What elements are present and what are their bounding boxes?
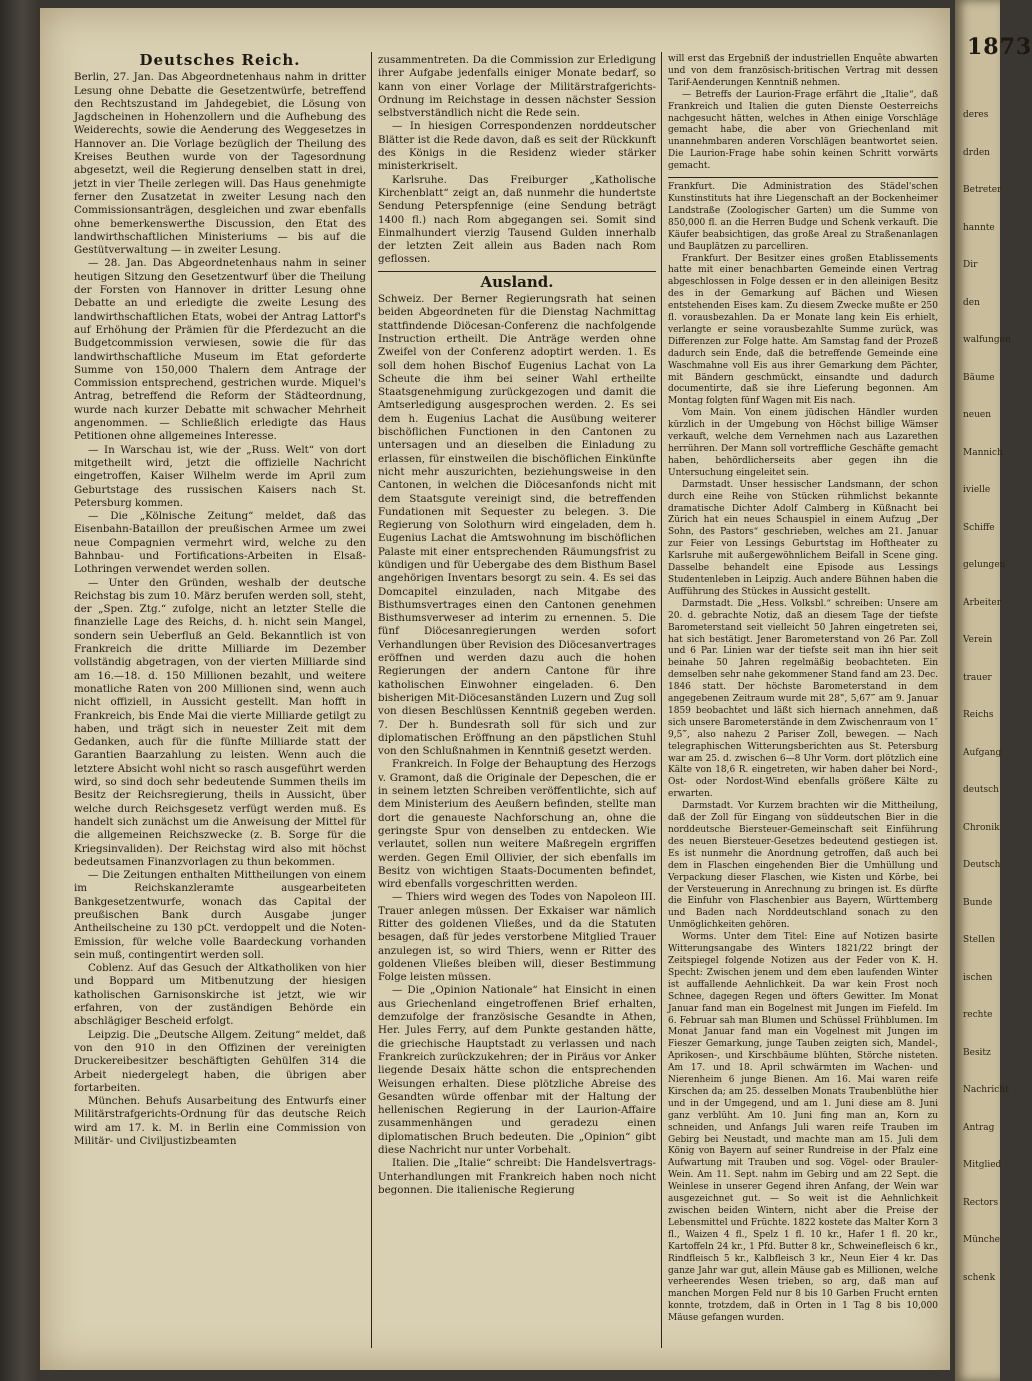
adjacent-page-fragment: Besitz <box>963 1047 991 1058</box>
article-italien: Italien. Die „Italie“ schreibt: Die Handelsvertrags-Unterhandlungen mit Frankreich haben noch nicht begonnen. Die italienische Regierung <box>378 1157 656 1196</box>
section-divider <box>668 177 938 178</box>
adjacent-page-fragment: Schiffe <box>963 522 995 533</box>
article-ministerkrise: — In hiesigen Correspondenzen norddeutscher Blätter ist die Rede davon, daß es seit der Rückkunft des Königs in die Residenz wieder stärker ministerkriselt. <box>378 120 656 173</box>
adjacent-page-fragment: Rectors <box>963 1197 999 1208</box>
adjacent-page-strip <box>955 0 1032 1381</box>
article-vom-main: Vom Main. Von einem jüdischen Händler wurden kürzlich in der Umgebung von Höchst billige Wämser verkauft, welche dem Vernehmen nach aus Lazarethen herrühren. Der Mann soll vortreffliche Geschäfte gemacht haben, behördlicherseits aber gegen ihn die Untersuchung eingeleitet sein. <box>668 408 938 478</box>
column-rule <box>661 52 662 1348</box>
adjacent-page-fragment: gelungen <box>963 560 1006 570</box>
article-eisenbahn-bataillon: — Die „Kölnische Zeitung“ meldet, daß das Eisenbahn-Bataillon der preußischen Armee um zwei neue Compagnien vermehrt wird, welche zu den Bahnbau- und Fortifications-Arbeiten in Elsaß-Lothringen verwendet werden sollen. <box>74 510 366 576</box>
adjacent-page-fragment: Deutsch <box>963 860 1001 870</box>
article-darmstadt-calmberg: Darmstadt. Unser hessischer Landsmann, der schon durch eine Reihe von Stücken rühmlichst bekannte dramatische Dichter Adolf Calmberg in Küßnacht bei Zürich hat ein neues Schauspiel in einem Aufzug „Der Sohn, des Pastors“ geschrieben, welches am 21. Januar zur Feier von Lessings Geburtstag im Hoftheater zu Karlsruhe mit außergewöhnlichem Beifall in Scene ging. Dasselbe behandelt eine Episode aus Lessings Studentenleben in Leipzig. Auch andere Bühnen haben die Aufführung des Stückes in Aussicht gestellt. <box>668 479 938 597</box>
section-divider <box>378 271 656 272</box>
article-muenchen-cont: zusammentreten. Da die Commission zur Erledigung ihrer Aufgabe jedenfalls einiger Monate bedarf, so kann von einer Vorlage der Militärstrafgerichts-Ordnung im Reichstage in dessen nächster Session selbstverständlich nicht die Rede sein. <box>378 54 656 120</box>
adjacent-page-fragment: ischen <box>963 972 993 983</box>
adjacent-page-fragment: Münche <box>963 1235 1000 1245</box>
section-title-deutsches-reich: Deutsches Reich. <box>139 51 301 69</box>
article-coblenz: Coblenz. Auf das Gesuch der Altkatholiken von hier und Boppard um Mitbenutzung der hiesigen katholischen Garnisonskirche ist jetzt, wie wir erfahren, von der zuständigen Behörde ein abschlägiger Bescheid erfolgt. <box>74 962 366 1028</box>
adjacent-page-fragment: Dir <box>963 260 978 270</box>
column-1 <box>74 51 366 1354</box>
article-bankgesetz: — Die Zeitungen enthalten Mittheilungen von einem im Reichskanzleramte ausgearbeiteten Bankgesetzentwurfe, wonach das Capital der preußischen Bank durch Ausgabe junger Antheilscheine zu 130 pCt. verdoppelt und die Noten-Emission, für welche volle Baardeckung vorhanden sein muß, contingentirt werden soll. <box>74 869 366 961</box>
article-karlsruhe: Karlsruhe. Das Freiburger „Katholische Kirchenblatt“ zeigt an, daß nunmehr die hundertste Sendung Peterspfennige (eine Sendung beträgt 1400 fl.) nach Rom abgegangen sei. Somit sind Einmalhundert vierzig Tausend Gulden innerhalb der letzten Zeit allein aus Baden nach Rom geflossen. <box>378 173 656 266</box>
book-spine <box>0 0 40 1381</box>
article-opinion-nationale: — Die „Opinion Nationale“ hat Einsicht in einen aus Griechenland eingetroffenen Brief erhalten, demzufolge der französische Gesandte in Athen, Her. Jules Ferry, auf dem Punkte gestanden hätte, die griechische Hauptstadt zu verlassen und nach Frankreich zurückzukehren; der in Piräus vor Anker liegende Desaix hätte schon die entsprechenden Weisungen erhalten. Diese plötzliche Abreise des Gesandten würde offenbar mit der Haltung der hellenischen Regierung in der Laurion-Affaire zusammenhängen und geradezu einen diplomatischen Bruch bedeuten. Die „Opinion“ gibt diese Nachricht nur unter Vorbehalt. <box>378 984 656 1157</box>
column-rule <box>371 52 372 1348</box>
adjacent-page-fragment: schenk <box>963 1272 996 1283</box>
adjacent-page-fragment: Antrag <box>963 1122 995 1133</box>
article-laurion: — Betreffs der Laurion-Frage erfährt die „Italie“, daß Frankreich und Italien die guten Dienste Oesterreichs nachgesucht hätten, welches in Athen einige Vorschläge gemacht habe, die aber von Griechenland mit unannehmbaren anderen Vorschlägen beantwortet seien. Die Laurion-Frage habe sohin keinen Schritt vorwärts gemacht. <box>668 89 938 172</box>
article-frankreich: Frankreich. In Folge der Behauptung des Herzogs v. Gramont, daß die Originale der Depeschen, die er in seinem letzten Schreiben veröffentlichte, sich auf dem Ministerium des Aeußern befinden, stellte man dort die genaueste Nachforschung an, ohne die geringste Spur von denselben zu entdecken. Wie verlautet, sollen nun weitere Maßregeln ergriffen werden. Gegen Emil Ollivier, der sich ebenfalls im Besitz von wichtigen Staats-Documenten befindet, wird ebenfalls vorgeschritten werden. <box>378 758 656 891</box>
adjacent-page-fragment: Bäume <box>963 372 995 383</box>
article-frankfurt-staedel: Frankfurt. Die Administration des Städel'schen Kunstinstituts hat ihre Liegenschaft an der Bockenheimer Landstraße (Zoologischer Garten) um die Summe von 850,000 fl. an die Herren Budge und Schenk verkauft. Die Käufer beabsichtigen, das große Areal zu Straßenanlagen und Bauplätzen zu parcelliren. <box>668 182 938 252</box>
adjacent-page-fragment: den <box>963 297 980 308</box>
adjacent-page-fragment: deutsch <box>963 785 999 795</box>
adjacent-page-year: 1873 <box>967 34 1032 60</box>
adjacent-page-fragment: Betreter <box>963 185 1002 195</box>
adjacent-page-fragment: Mitglied <box>963 1160 1002 1170</box>
adjacent-page-fragment: Nachricht <box>963 1085 1009 1095</box>
article-darmstadt-bier: Darmstadt. Vor Kurzem brachten wir die Mittheilung, daß der Zoll für Eingang von süddeutschen Bier in die norddeutsche Biersteuer-Gemeinschaft seit Einführung des neuen Biersteuer-Gesetzes bedeutend gestiegen ist. Es ist nunmehr die Anordnung getroffen, daß auch bei dem in Flaschen eingehenden Bier die Umhüllung und Verpackung dieser Flaschen, wie Kisten und Körbe, bei der Versteuerung in Anrechnung zu bringen ist. Es dürfte die Einfuhr von Flaschenbier aus Bayern, Württemberg und Baden nach Norddeutschland sonach zu den Unmöglichkeiten gehören. <box>668 801 938 931</box>
article-worms: Worms. Unter dem Titel: Eine auf Notizen basirte Witterungsangabe des Winters 1821/22 bringt der Zeitspiegel folgende Notizen aus der Feder von K. H. Specht: Zwischen jenem und dem eben laufenden Winter ist auffallende Aehnlichkeit. Da war kein Frost noch Schnee, dagegen Regen und öfters Gewitter. Im Monat Januar fand man ein Bogelnest mit Jungen im Fiefeld. Im 6. Februar sah man Blumen und Schüssel Frühblumen. Im Monat Januar fand man ein Vogelnest mit Jungen im Fieszer Gemarkung, junge Tauben zeigten sich, Mandel-, Aprikosen-, und Kirschbäume blühten, Störche nisteten. Am 17. und 18. April schwärmten im Wachen- und Nierenheim 6 junge Bienen. Am 16. Mai waren reife Kirschen da; am 25. desselben Monats Traubenblüthe hier und in der Umgegend, und am 1. Juni diese am 8. Juni ganz verblüht. Am 10. Juni fing man an, Korn zu schneiden, und Anfangs Juli waren reife Trauben im Gebirg bei Neustadt, und machte man am 15. Juli dem König von Bayern auf seiner Rundreise in der Pfalz eine Aufwartung mit Trauben und sog. Vögel- oder Brauler-Wein. Am 11. Sept. nahm im Gebirg und am 22 Sept. die Weinlese in unserer Gegend ihren Anfang, der Wein war ausgezeichnet gut. — So weit ist die Aehnlichkeit zwischen beiden Wintern, nicht aber die Preise der Lebensmittel und Früchte. 1822 kostete das Malter Korn 3 fl., Waizen 4 fl., Spelz 1 fl. 10 kr., Hafer 1 fl. 20 kr., Kartoffeln 24 kr., 1 Pfd. Butter 8 kr., Schweinefleisch 6 kr., Rindfleisch 5 kr., Kalbfleisch 3 kr., Neun Eier 4 kr. Das ganze Jahr war gut, allein Mäuse gab es Millionen, welche verheerendes Wesen trieben, so arg, daß man auf manchen Morgen Feld nur 8 bis 10 Garben Frucht ernten konnte, trotzdem, daß in Orten in 1 Tag 8 bis 10,000 Mäuse gefangen wurden. <box>668 932 938 1324</box>
adjacent-page-fragment: hannte <box>963 222 995 233</box>
adjacent-page-fragment: ivielle <box>963 485 991 495</box>
adjacent-page-fragment: Stellen <box>963 935 995 945</box>
adjacent-page-fragment: Aufgang <box>963 747 1002 758</box>
section-title-ausland: Ausland. <box>480 272 554 291</box>
adjacent-page-fragment: deres <box>963 110 989 120</box>
article-reichstag-finanzen: — Unter den Gründen, weshalb der deutsche Reichstag bis zum 10. März berufen werden soll, steht, der „Spen. Ztg.“ zufolge, nicht an letzter Stelle die finanzielle Lage des Reichs, d. h. nicht sein Mangel, sondern sein Ueberfluß an Geld. Bekanntlich ist von Frankreich die dritte Milliarde im Dezember vollständig abgetragen, von der vierten Milliarde sind am 16.—18. d. 150 Millionen bezahlt, und weitere monatliche Raten von 200 Millionen sind, wenn auch nicht offiziell, in Aussicht gestellt. Man hofft in Frankreich, bis Ende Mai die vierte Milliarde getilgt zu haben, und trägt sich in neuester Zeit mit dem Gedanken, auch für die fünfte Milliarde statt der Garantien Baarzahlung zu leisten. Wenn auch die letztere Absicht wohl nicht so rasch ausgeführt werden wird, so sind doch sehr bedeutende Summen theils im Besitz der Reichsregierung, theils in Aussicht, über welche durch Reichsgesetz verfügt werden muß. Es handelt sich zunächst um die Anweisung der Mittel für die allgemeinen Reichszwecke (z. B. Sorge für die Kriegsinvaliden). Der Reichstag wird also mit höchst bedeutsamen Finanzvorlagen zu thun bekommen. <box>74 576 366 868</box>
adjacent-page-fragment: neuen <box>963 410 992 420</box>
article-schweiz: Schweiz. Der Berner Regierungsrath hat seinen beiden Abgeordneten für die Dienstag Nachmittag stattfindende Diöcesan-Conferenz die nachfolgende Instruction ertheilt. Die Anträge werden ohne Zweifel von der Conferenz adoptirt werden. 1. Es soll dem hohen Bischof Eugenius Lachat von La Scheute die ihm bei seiner Wahl ertheilte Staatsgenehmigung zurückgezogen und damit die Amtserledigung ausgesprochen werden. 2. Es sei dem h. Eugenius Lachat die Ausübung weiterer bischöflichen Functionen in den Cantonen zu untersagen und an dieselben die Einladung zu erlassen, für einstweilen die bischöflichen Einkünfte nicht mehr auszurichten, beziehungsweise in den Cantonen, in welchen die Diöcesanfonds nicht mit dem Staatsgute vereinigt sind, die betreffenden Fundationen mit Sequester zu belegen. 3. Die Regierung von Solothurn wird eingeladen, dem h. Eugenius Lachat die Amtswohnung im bischöflichen Palaste mit einer entsprechenden Räumungsfrist zu kündigen und für Uebergabe des dem Bisthum Basel angehörigen Inventars besorgt zu sein. 4. Es sei das Domcapitel einzuladen, nach Mitgabe des Bisthumsvertrages einen den Cantonen genehmen Bisthumsverweser ad interim zu ernennen. 5. Die fünf Diöcesanregierungen werden sofort Verhandlungen über Revision des Diöcesanvertrages eröffnen und werden dazu auch die hohen Regierungen der andern Cantone für ihre katholischen Einwohner eingeladen. 6. Den bisherigen Mit-Diöcesanständen Luzern und Zug soll von diesen Beschlüssen Kenntniß gegeben werden. 7. Der h. Bundesrath soll für sich und zur diplomatischen Eröffnung an den päpstlichen Stuhl von den Schlußnahmen in Kenntniß gesetzt werden. <box>378 293 656 758</box>
adjacent-page-fragment: drden <box>963 147 990 158</box>
article-muenchen: München. Behufs Ausarbeitung des Entwurfs einer Militärstrafgerichts-Ordnung für das deutsche Reich wird am 17. k. M. in Berlin eine Commission von Militär- und Civiljustizbeamten <box>74 1095 366 1148</box>
newspaper-page <box>40 8 950 1370</box>
adjacent-page-fragment: Arbeiter <box>963 597 1002 608</box>
article-berlin-27: Berlin, 27. Jan. Das Abgeordnetenhaus nahm in dritter Lesung ohne Debatte die Gesetzentwürfe, betreffend den Rechtszustand im Jahdegebiet, die Lösung von Jagdscheinen in Hohenzollern und die Aufhebung des Weiderechts, sowie die Aenderung des Weggesetzes in Hannover an. Die Vorlage bezüglich der Theilung des Kreises Beuthen wurde von der Tagesordnung abgesetzt, weil die Regierung denselben statt in drei, jetzt in vier Theile zerlegen will. Das Haus genehmigte ferner den Zusatzetat in zweiter Lesung nach den Commissionsanträgen, desgleichen und zwar ebenfalls ohne bemerkenswerthe Discussion, den Etat des landwirthschaftlichen Ministeriums — bis auf die Gestütverwaltung — in zweiter Lesung. <box>74 71 366 257</box>
article-thiers: — Thiers wird wegen des Todes von Napoleon III. Trauer anlegen müssen. Der Exkaiser war nämlich Ritter des goldenen Vließes, und da die Statuten besagen, daß für jedes verstorbene Mitglied Trauer anzulegen ist, so wird Thiers, wenn er Ritter des goldenen Vließes bleiben will, dieser Bestimmung Folge leisten müssen. <box>378 891 656 984</box>
column-3 <box>668 54 938 1354</box>
adjacent-page-fragment: Bunde <box>963 897 993 908</box>
adjacent-page-fragment: Verein <box>963 635 993 645</box>
article-italien-cont: will erst das Ergebniß der industriellen Enquête abwarten und von dem französisch-britischen Vertrag mit dessen Tarif-Aenderungen Kenntniß nehmen. <box>668 54 938 88</box>
article-frankfurt-eis: Frankfurt. Der Besitzer eines großen Etablissements hatte mit einer benachbarten Gemeinde einen Vertrag abgeschlossen in Folge dessen er in den alleinigen Besitz des in der Gemarkung auf Bächen und Wiesen entstehenden Eises kam. Zu diesem Zwecke mußte er 250 fl. vorausbezahlen. Da er Monate lang kein Eis erhielt, verlangte er seine vorausbezahlte Summe zurück, was Differenzen zur Folge hatte. Am Samstag fand der Prozeß dadurch sein Ende, daß die betreffende Gemeinde eine Waschmahne voll Eis aus ihrer Gemarkung dem Pächter, mit Bändern geschmückt, einsandte und dadurch documentirte, daß sie ihre Lieferung begonnen. Am Montag folgten fünf Wagen mit Eis nach. <box>668 253 938 407</box>
adjacent-page-fragment: walfungen <box>963 335 1011 345</box>
adjacent-page-fragment: rechte <box>963 1010 993 1020</box>
article-darmstadt-barometer: Darmstadt. Die „Hess. Volksbl.“ schreiben: Unsere am 20. d. gebrachte Notiz, daß an diesem Tage der tiefste Barometerstand seit vielleicht 50 Jahren eingetreten sei, hat sich bestätigt. Jener Barometerstand von 26 Par. Zoll und 6 Par. Linien war der tiefste seit man ihn hier seit beinahe 50 Jahren regelmäßig beobachteten. Ein demselben sehr nahe gekommener Stand fand am 23. Dec. 1846 statt. Der höchste Barometerstand in dem angegebenen Zeitraum wurde mit 28‟, 5,67‴ am 9. Januar 1859 beobachtet und läßt sich hiernach annehmen, daß sich unsere Barometerstände in dem Zwischenraum von 1″ 9,5‴, also nahezu 2 Pariser Zoll, bewegen. — Nach telegraphischen Witterungsberichten aus St. Petersburg war am 25. d. zwischen 6—8 Uhr Vorm. dort plötzlich eine Kälte von 18,6 R. eingetreten, wir haben daher bei Nord-, Ost- oder Nordost-Wind ebenfalls größere Kälte zu erwarten. <box>668 598 938 800</box>
article-leipzig: Leipzig. Die „Deutsche Allgem. Zeitung“ meldet, daß von den 910 in den Offizinen der vereinigten Druckereibesitzer beschäftigten Gehülfen 314 die Arbeit niedergelegt haben, die übrigen aber fortarbeiten. <box>74 1028 366 1094</box>
adjacent-page-fragment: Mannich <box>963 447 1003 458</box>
article-berlin-28: — 28. Jan. Das Abgeordnetenhaus nahm in seiner heutigen Sitzung den Gesetzentwurf über die Theilung der Forsten von Hannover in dritter Lesung ohne Debatte an und erledigte die zweite Lesung des landwirthschaftlichen Etats, wobei der Antrag Lattorf's auf Erhöhung der Prämien für die Pferdezucht an die Budgetcommission verwiesen, sowie die für das landwirthschaftliche Museum im Etat geforderte Summe von 150,000 Thalern dem Antrage der Commission entsprechend, gestrichen wurde. Miquel's Antrag, betreffend die Reform der Städteordnung, wurde nach kurzer Debatte mit schwacher Mehrheit angenommen. — Schließlich erledigte das Haus Petitionen ohne allgemeines Interesse. <box>74 257 366 443</box>
adjacent-page-fragment: Chronik <box>963 822 1000 833</box>
adjacent-page-fragment: trauer <box>963 672 992 683</box>
column-2 <box>378 54 656 1354</box>
article-warschau: — In Warschau ist, wie der „Russ. Welt“ von dort mitgetheilt wird, jetzt die offizielle Nachricht eingetroffen, Kaiser Wilhelm werde im April zum Geburtstage des russischen Kaisers nach St. Petersburg kommen. <box>74 443 366 509</box>
adjacent-page-fragment: Reichs <box>963 710 994 720</box>
